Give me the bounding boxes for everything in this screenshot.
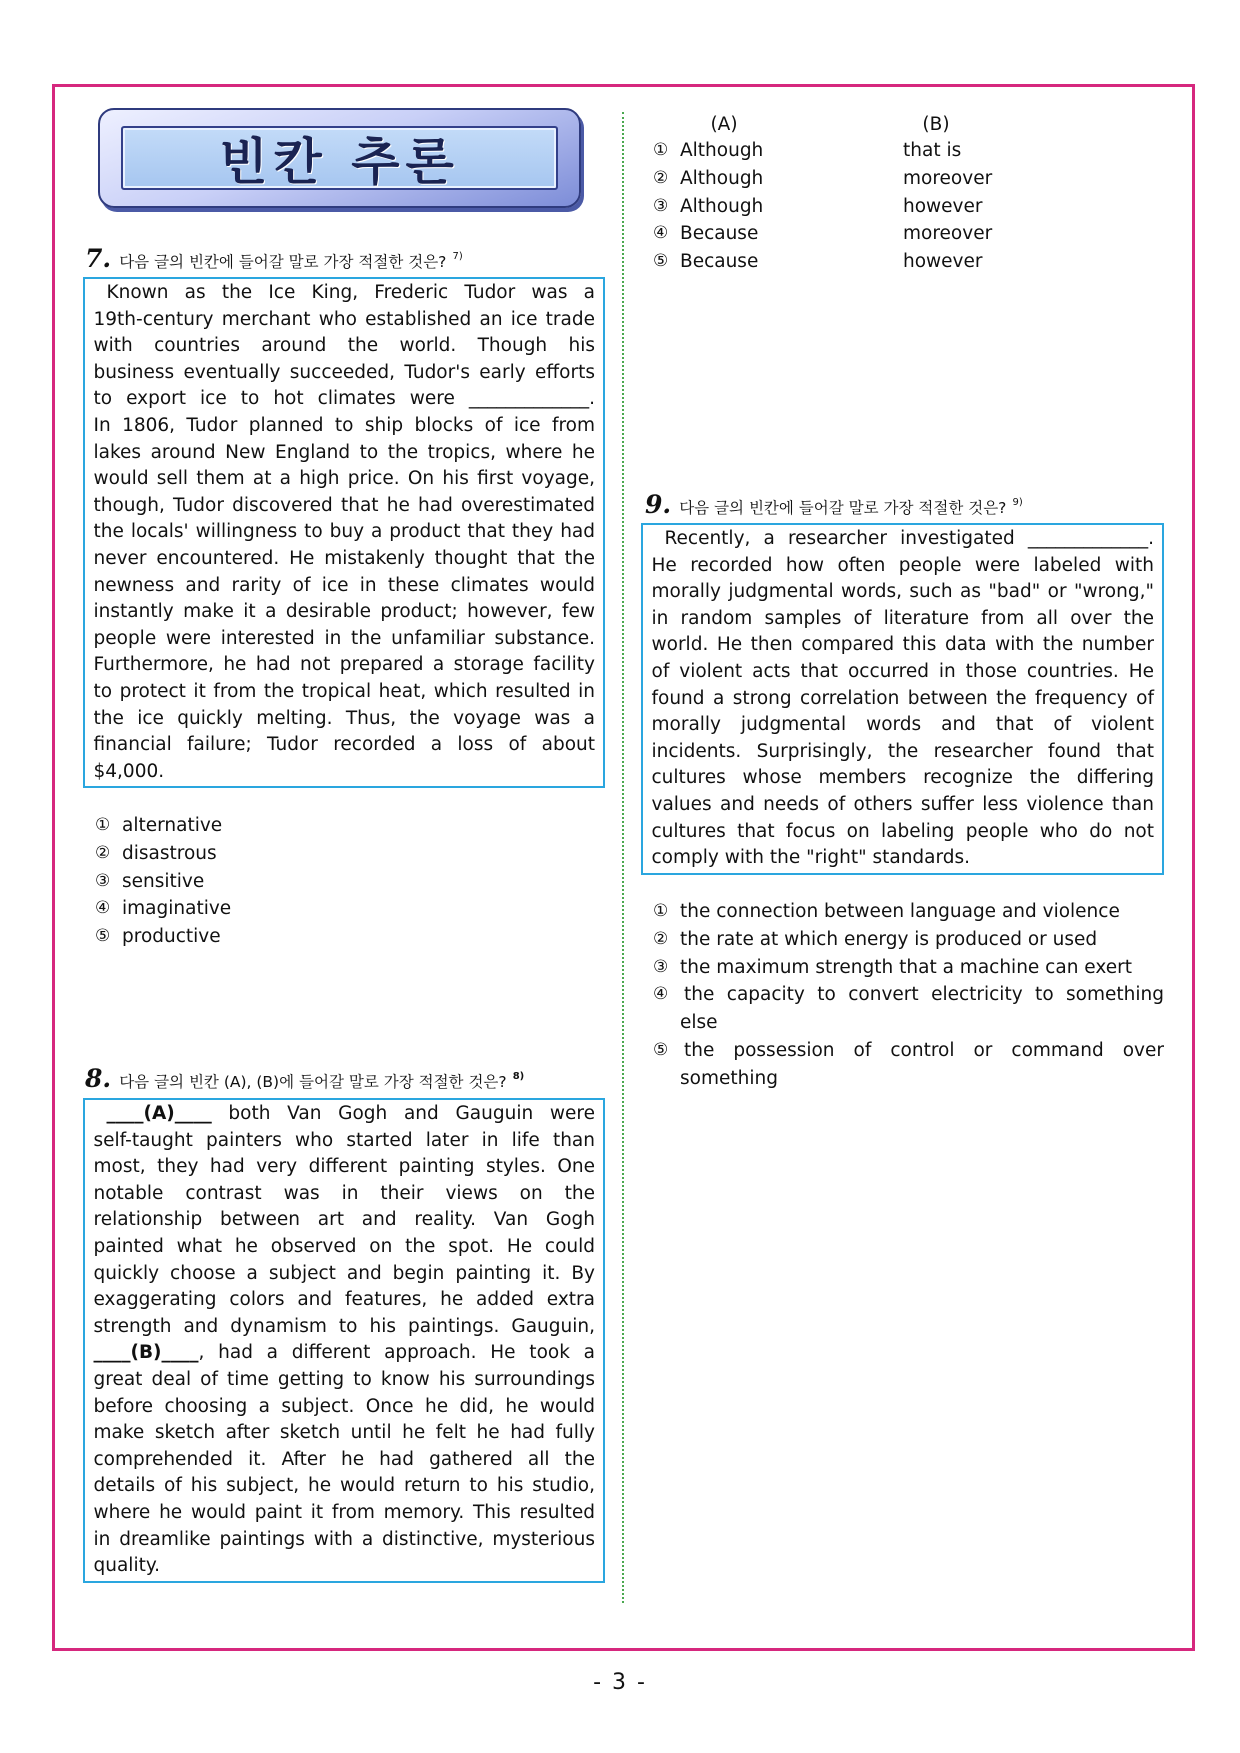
choice-text: the possession of control or command over: [684, 1040, 1164, 1061]
q8-column-header-a: (A): [710, 114, 738, 135]
passage-line: details of his subject, he would return to his studio,: [93, 1475, 595, 1497]
passage-line: values and needs of others suffer less violence than: [651, 793, 1154, 815]
choice-number: ③: [653, 957, 669, 977]
choice-number: ⑤: [653, 1040, 669, 1060]
passage-line: though, Tudor discovered that he had overestimated: [93, 494, 595, 516]
passage-line: [94, 1340, 596, 1367]
passage-line: where he would paint it from memory. This resulted: [93, 1501, 595, 1523]
passage-line: notable contrast was in their views on the: [93, 1182, 595, 1204]
passage-line: Known as the Ice King, Frederic Tudor was a: [106, 282, 595, 303]
page-number: - 3 -: [593, 1670, 647, 1695]
choice-number: ④: [653, 984, 669, 1004]
choice-number: ⑤: [95, 926, 111, 946]
title-banner-inner: [121, 126, 558, 190]
passage-line: with countries around the world. Though his: [93, 335, 595, 357]
passage-line: strength and dynamism to his paintings. Gauguin,: [93, 1315, 595, 1337]
passage-line: in random samples of literature from all over the: [651, 607, 1154, 629]
passage-line: self-taught painters who started later in life than: [93, 1129, 595, 1151]
q7-footnote: 7): [452, 251, 463, 262]
passage-line: in dreamlike paintings with a distinctive, mysterious: [93, 1528, 595, 1550]
passage-line: painted what he observed on the spot. He could: [93, 1235, 595, 1257]
passage-line: morally judgmental words, such as "bad" or "wrong,": [651, 581, 1154, 603]
choice-number: ①: [95, 815, 111, 835]
passage-line: exaggerating colors and features, he added extra: [93, 1289, 595, 1311]
q9-prompt: 다음 글의 빈칸에 들어갈 말로 가장 적절한 것은?: [679, 499, 1007, 517]
passage-line: to protect it from the tropical heat, which resulted in: [93, 680, 595, 702]
q8-prompt: 다음 글의 빈칸 (A), (B)에 들어갈 말로 가장 적절한 것은?: [119, 1073, 507, 1091]
choice-text: the capacity to convert electricity to something: [684, 984, 1164, 1005]
q8-header: [85, 1064, 524, 1094]
passage-line: newness and rarity of ice in these climates would: [93, 574, 595, 596]
q9-passage-box: [641, 523, 1164, 875]
passage-line: the locals' willingness to buy a product that they had: [93, 521, 595, 543]
choice-number: ②: [95, 843, 111, 863]
passage-line: Recently, a researcher investigated _____________.: [664, 528, 1154, 549]
passage-line: to export ice to hot climates were _____________.: [93, 388, 595, 410]
passage-line: lakes around New England to the tropics, where he: [93, 441, 595, 463]
choice-text: imaginative: [122, 898, 232, 919]
q9-header: [645, 490, 1023, 520]
choice-b-text: moreover: [903, 223, 993, 244]
q7-passage-box: [83, 277, 605, 788]
passage-line: quality.: [93, 1555, 161, 1577]
passage-line: world. He then compared this data with the number: [651, 634, 1154, 656]
passage-line: would sell them at a high price. On his first voyage,: [93, 468, 595, 490]
passage-line: He recorded how often people were labeled with: [651, 554, 1154, 576]
passage-line: relationship between art and reality. Van Gogh: [93, 1209, 595, 1231]
choice-text: the connection between language and violence: [680, 901, 1120, 922]
choice-number: ⑤: [653, 251, 669, 271]
passage-line: instantly make it a desirable product; however, few: [93, 601, 595, 623]
column-divider: [622, 112, 624, 1603]
passage-line: [94, 1101, 596, 1128]
passage-line: cultures whose members recognize the differing: [651, 767, 1154, 789]
passage-line: never encountered. He mistakenly thought that the: [93, 547, 595, 569]
choice-number: ④: [653, 223, 669, 243]
choice-text: sensitive: [122, 871, 205, 892]
choice-a-text: Because: [680, 223, 759, 244]
choice-b-text: that is: [903, 140, 962, 161]
choice-number: ①: [653, 140, 669, 160]
blank-label: ____(A)____: [106, 1103, 212, 1124]
passage-line: In 1806, Tudor planned to ship blocks of ice from: [93, 414, 595, 436]
passage-line: business eventually succeeded, Tudor's early efforts: [93, 361, 595, 383]
passage-line: before choosing a subject. Once he did, he would: [93, 1395, 595, 1417]
choice-b-text: however: [903, 251, 983, 272]
choice-b-text: however: [903, 196, 983, 217]
text-segment: , had a different approach. He took a: [198, 1342, 595, 1364]
passage-line: make sketch after sketch until he felt he had fully: [93, 1422, 595, 1444]
choice-number: ②: [653, 168, 669, 188]
passage-line: Furthermore, he had not prepared a storage facility: [93, 654, 595, 676]
q8-column-header-b: (B): [922, 114, 950, 135]
q9-footnote: 9): [1012, 497, 1023, 508]
passage-line: cultures that focus on labeling people who do not: [651, 820, 1154, 842]
passage-line: most, they had very different painting styles. One: [93, 1156, 595, 1178]
choice-a-text: Although: [680, 140, 764, 161]
passage-line: $4,000.: [93, 760, 165, 782]
choice-number: ①: [653, 901, 669, 921]
choice-text: the rate at which energy is produced or used: [680, 929, 1098, 950]
passage-line: comprehended it. After he had gathered all the: [93, 1448, 595, 1470]
q8-footnote: 8): [512, 1071, 525, 1082]
choice-number: ③: [653, 196, 669, 216]
q7-prompt: 다음 글의 빈칸에 들어갈 말로 가장 적절한 것은?: [119, 253, 447, 271]
choice-number: ④: [95, 898, 111, 918]
choice-number: ②: [653, 929, 669, 949]
choice-a-text: Although: [680, 196, 764, 217]
q8-number: 8.: [85, 1064, 112, 1093]
choice-text: alternative: [122, 815, 223, 836]
blank-label: ____(B)____: [93, 1342, 199, 1364]
section-title: 빈칸 추론: [219, 133, 460, 191]
passage-line: people were interested in the unfamiliar substance.: [93, 627, 595, 649]
choice-text: productive: [122, 926, 221, 947]
passage-line: great deal of time getting to know his surroundings: [93, 1368, 595, 1390]
passage-line: incidents. Surprisingly, the researcher found that: [651, 740, 1154, 762]
q7-header: [85, 244, 463, 274]
choice-a-text: Because: [680, 251, 759, 272]
choice-number: ③: [95, 871, 111, 891]
choice-a-text: Although: [680, 168, 764, 189]
passage-line: found a strong correlation between the frequency of: [651, 687, 1154, 709]
choice-text-continued: something: [680, 1067, 778, 1089]
choice-b-text: moreover: [903, 168, 993, 189]
q7-number: 7.: [85, 244, 112, 273]
passage-line: 19th-century merchant who established an ice trade: [93, 308, 595, 330]
q8-passage-box: [83, 1098, 605, 1583]
text-segment: both Van Gogh and Gauguin were: [211, 1103, 595, 1124]
q9-number: 9.: [645, 490, 672, 519]
choice-text: disastrous: [122, 843, 217, 864]
passage-line: morally judgmental words and that of violent: [651, 714, 1154, 736]
passage-line: of violent acts that occurred in those countries. He: [651, 660, 1154, 682]
passage-line: financial failure; Tudor recorded a loss of about: [93, 734, 595, 756]
passage-line: the ice quickly melting. Thus, the voyage was a: [93, 707, 595, 729]
passage-line: quickly choose a subject and begin painting it. By: [93, 1262, 595, 1284]
passage-line: comply with the "right" standards.: [651, 847, 971, 869]
choice-text: the maximum strength that a machine can exert: [680, 957, 1132, 978]
choice-text-continued: else: [680, 1011, 718, 1033]
